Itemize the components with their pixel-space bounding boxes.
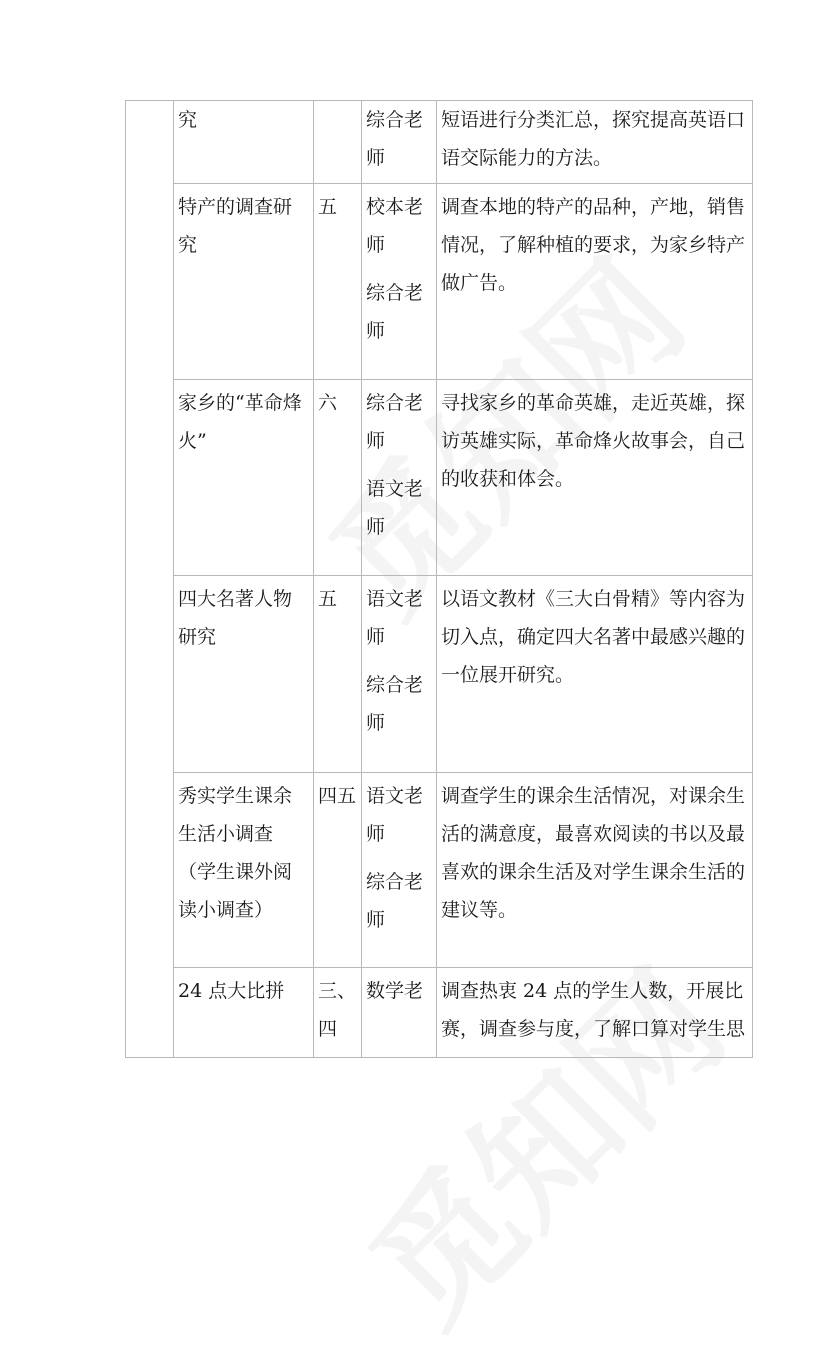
table-row: [126, 773, 753, 968]
grade-cell: 六: [314, 380, 362, 576]
teacher-name: 综合老师: [366, 871, 424, 931]
description-cell: 调查学生的课余生活情况，对课余生活的满意度，最喜欢阅读的书以及最喜欢的课余生活及对学生课余生活的建议等。: [437, 773, 753, 968]
description-cell: 短语进行分类汇总，探究提高英语口语交际能力的方法。: [437, 101, 753, 184]
topic-cell: 究: [174, 101, 314, 184]
teacher-name: 综合老师: [366, 674, 424, 734]
table-row: [126, 184, 753, 380]
topic-cell: 秀实学生课余生活小调查（学生课外阅读小调查）: [174, 773, 314, 968]
teacher-name: 综合老师: [366, 282, 424, 342]
grade-cell: 五: [314, 184, 362, 380]
teacher-cell: [362, 101, 437, 184]
teacher-name: 语文老师: [366, 785, 424, 845]
topic-cell: 家乡的“革命烽火”: [174, 380, 314, 576]
teacher-name: 综合老师: [366, 109, 424, 169]
grade-cell: 五: [314, 576, 362, 773]
description-cell: 调查本地的特产的品种，产地，销售情况，了解种植的要求，为家乡特产做广告。: [437, 184, 753, 380]
teacher-cell: [362, 380, 437, 576]
description-cell: 寻找家乡的革命英雄，走近英雄，探访英雄实际，革命烽火故事会，自己的收获和体会。: [437, 380, 753, 576]
grade-cell: 四五: [314, 773, 362, 968]
grade-cell: [314, 101, 362, 184]
teacher-name: 综合老师: [366, 392, 424, 452]
teacher-cell: [362, 773, 437, 968]
topic-cell: 特产的调查研究: [174, 184, 314, 380]
margin-column: [126, 101, 174, 1058]
table-row: [126, 968, 753, 1058]
teacher-cell: [362, 184, 437, 380]
teacher-name: 语文老师: [366, 478, 424, 538]
teacher-cell: [362, 576, 437, 773]
teacher-name: 数学老: [366, 980, 424, 1002]
table-row: [126, 576, 753, 773]
teacher-name: 校本老师: [366, 196, 424, 256]
table-row: [126, 101, 753, 184]
description-cell: 调查热衷 24 点的学生人数，开展比赛，调查参与度，了解口算对学生思: [437, 968, 753, 1058]
activity-table: [125, 100, 753, 1058]
teacher-name: 语文老师: [366, 588, 424, 648]
description-cell: 以语文教材《三大白骨精》等内容为切入点，确定四大名著中最感兴趣的一位展开研究。: [437, 576, 753, 773]
table-row: [126, 380, 753, 576]
topic-cell: 24 点大比拼: [174, 968, 314, 1058]
teacher-cell: [362, 968, 437, 1058]
grade-cell: 三、四: [314, 968, 362, 1058]
topic-cell: 四大名著人物研究: [174, 576, 314, 773]
